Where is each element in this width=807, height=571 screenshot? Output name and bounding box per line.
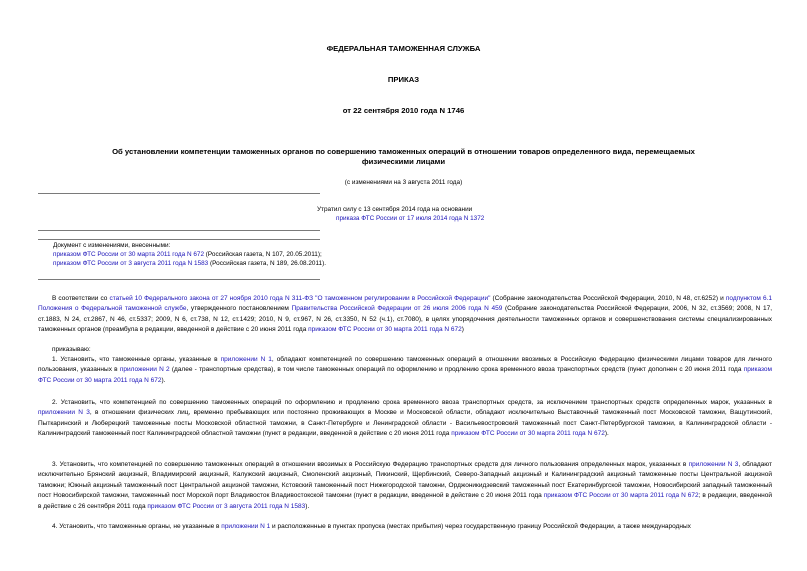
federal-law-link[interactable]: статьей 10 Федерального закона от 27 ноября 2010 года N 311-ФЗ "О таможенном регулировании в Российской Федерации" [109, 295, 491, 302]
paragraph-3: 3. Установить, что компетенцией по совершению таможенных операций в отношении ввозимых в Российскую Федерацию транспортных средств для личного пользования определенных марок, указанных в приложении N 3, обладают исключительно Брянский акцизный, Владимирский акцизный, Калужский акцизный, Смоленский акцизный, Пикинский, Щербинский, Северо-Западный акцизный и Калининградский акцизный таможенные посты Центральной акцизной таможни; Южный акцизный таможенный пост Центральной акцизной таможни, Кстовский таможенный пост Нижегородской таможни, Орджоникидзевский таможенный пост Екатеринбургской таможни, Новосибирский западный таможенный пост Новосибирской таможни, таможенный пост Морской порт Владивосток Владивостокской таможни (пункт в редакции, введенной в действие с 20 июня 2011 года приказом ФТС России от 30 марта 2011 года N 672; в редакции, введенной в действие с 26 сентября 2011 года приказом ФТС России от 3 августа 2011 года N 1583). [38, 461, 772, 510]
changes-block [53, 241, 753, 269]
paragraph-1: 1. Установить, что таможенные органы, указанные в приложении N 1, обладают компетенцией по совершению таможенных операций в отношении ввозимых в Российскую Федерацию физическими лицами товаров для личного пользования, указанных в приложении N 2 (далее - транспортные средства), в том числе таможенных операций по оформлению и продлению срока временного ввоза транспортных средств (пункт дополнен с 20 июня 2011 года приказом ФТС России от 30 марта 2011 года N 672). [38, 356, 772, 384]
doc-date-number: от 22 сентября 2010 года N 1746 [342, 106, 465, 115]
doc-title-line-2: физическими лицами [361, 157, 446, 166]
regulation-subclause-link[interactable]: подпунктом 6.1 Положения о Федеральной таможенной службе [38, 295, 772, 313]
appendix-1-link[interactable]: приложении N 1 [220, 356, 272, 363]
separator-rule [38, 239, 320, 240]
separator-rule [38, 193, 320, 194]
order-1583-link[interactable]: приказом ФТС России от 3 августа 2011 года N 1583 [147, 502, 306, 510]
order-672-link[interactable]: приказом ФТС России от 30 марта 2011 года N 672 [543, 492, 699, 500]
expiry-notice [317, 205, 797, 223]
separator-rule [38, 279, 320, 280]
order-672-link[interactable]: приказом ФТС России от 30 марта 2011 года N 672 [451, 430, 605, 438]
order-word: приказываю: [52, 346, 91, 353]
doc-type-heading: ПРИКАЗ [387, 75, 420, 84]
agency-heading: ФЕДЕРАЛЬНАЯ ТАМОЖЕННАЯ СЛУЖБА [326, 44, 481, 53]
separator-rule [38, 230, 320, 231]
change-link-672[interactable]: приказом ФТС России от 30 марта 2011 года N 672 [53, 251, 204, 259]
paragraph-4: 4. Установить, что таможенные органы, не указанные в приложении N 1 и расположенные в пунктах пропуска (местах прибытия) через государственную границу Российской Федерации, а также международных [52, 523, 691, 530]
paragraph-2: 2. Установить, что компетенцией по совершению таможенных операций по оформлению и продлению срока временного ввоза транспортных средств, за исключением транспортных средств определенных марок, указанных в приложении N 3, в отношении физических лиц, временно пребывающих или постоянно проживающих в Москве и Московской области, обладают исключительно Выставочный таможенный пост Московской таможни, Ващутинский, Пыткаринский и Люберецкий таможенные посты Московской областной таможни, в Санкт-Петербурге и Ленинградской области - Васильевостровский таможенный пост Санкт-Петербургской таможни, в Калининградской области - Калининградский таможенный пост Калининградской областной таможни (пункт в редакции, введенной в действие с 20 июня 2011 года приказом ФТС России от 30 марта 2011 года N 672). [38, 399, 772, 438]
order-672-link[interactable]: приказом ФТС России от 30 марта 2011 года N 672 [308, 326, 462, 334]
appendix-1-link[interactable]: приложении N 1 [221, 523, 271, 530]
amendments-note: (с изменениями на 3 августа 2011 года) [344, 179, 463, 186]
change-link-1583[interactable]: приказом ФТС России от 3 августа 2011 года N 1583 [53, 260, 209, 268]
order-672-link[interactable]: приказом ФТС России от 30 марта 2011 года N 672 [38, 366, 772, 384]
appendix-3-link[interactable]: приложении N 3 [688, 461, 739, 468]
change-item: приказом ФТС России от 3 августа 2011 года N 1583 (Российская газета, N 189, 26.08.2011). [53, 260, 326, 268]
changes-intro: Документ с изменениями, внесенными: [53, 242, 171, 249]
change-item: приказом ФТС России от 30 марта 2011 года N 672 (Российская газета, N 107, 20.05.2011); [53, 251, 322, 259]
appendix-2-link[interactable]: приложении N 2 [119, 366, 170, 374]
appendix-3-link[interactable]: приложении N 3 [38, 409, 90, 417]
government-resolution-link[interactable]: Правительства Российской Федерации от 26 июля 2006 года N 459 [291, 305, 503, 313]
doc-title-line-1: Об установлении компетенции таможенных органов по совершению таможенных операций в отношении товаров определенного вида, перемещаемых [112, 147, 695, 156]
expiry-text: Утратил силу с 13 сентября 2014 года на основании [317, 206, 473, 213]
preamble-paragraph: В соответствии со статьей 10 Федерального закона от 27 ноября 2010 года N 311-ФЗ "О таможенном регулировании в Российской Федерации" (Собрание законодательства Российской Федерации, 2010, N 48, ст.6252) и подпунктом 6.1 Положения о Федеральной таможенной службе, утвержденного постановлением Правительства Российской Федерации от 26 июля 2006 года N 459 (Собрание законодательства Российской Федерации, 2006, N 32, ст.3569; 2008, N 17, ст.1883, N 24, ст.2867, N 46, ст.5337; 2009, N 6, ст.738, N 12, ст.1429; 2010, N 9, ст.967, N 26, ст.3350, N 52 (ч.1), ст.7080), в целях упорядочения деятельности таможенных органов и совершенствования системы специализированных таможенных органов (преамбула в редакции, введенной в действие с 20 июня 2011 года приказом ФТС России от 30 марта 2011 года N 672) [38, 295, 772, 334]
expiry-order-link[interactable]: приказа ФТС России от 17 июля 2014 года N 1372 [336, 215, 485, 223]
